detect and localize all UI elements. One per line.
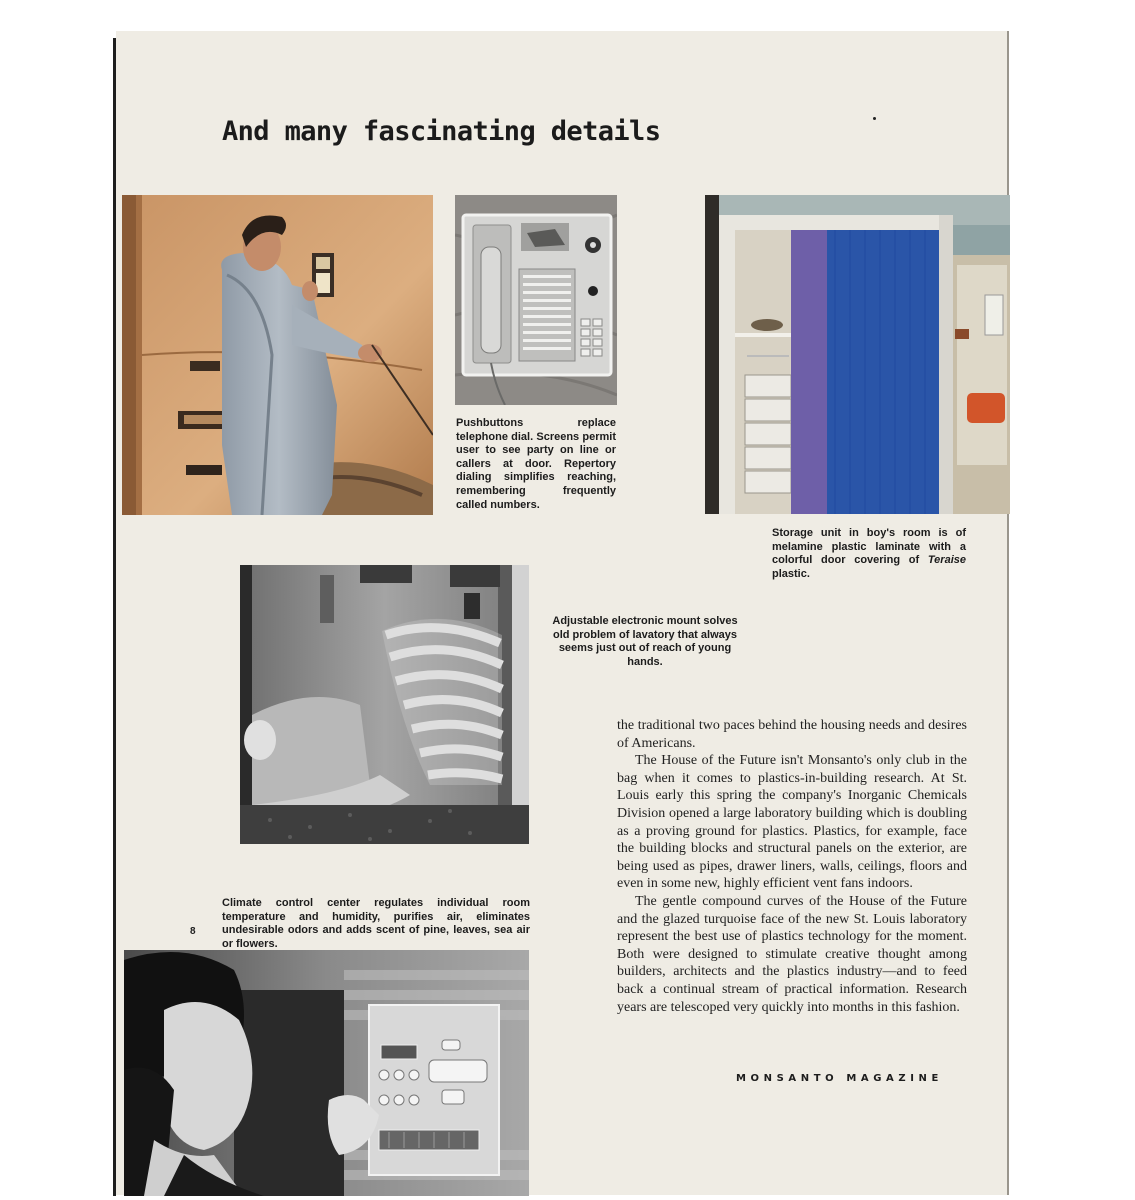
- caption-storage-text-a: Storage unit in boy's room is of melamine plastic laminate with a colorful door covering of: [772, 527, 966, 567]
- caption-storage-brand: Teraise: [927, 554, 966, 567]
- caption-storage: [772, 527, 966, 581]
- body-paragraph-2: The House of the Future isn't Monsanto's only club in the bag when it comes to plastics-in-building research. At St. Louis early this spring the company's Inorganic Chemicals Division opened a large laboratory building which is doubling as a proving ground for plastics. Plastics, for example, face the building blocks and structural panels on the exterior, are being used as pipes, drawer liners, walls, ceilings, floors and even in some new, highly efficient vent fans indoors.: [617, 753, 967, 892]
- caption-lavatory: Adjustable electronic mount solves old problem of lavatory that always seems just out of reach of young hands.: [552, 615, 738, 668]
- print-speck: [873, 117, 876, 120]
- article-body: [617, 717, 967, 1016]
- page-heading: And many fascinating details: [222, 116, 661, 147]
- photo-climate-control: [124, 950, 529, 1196]
- caption-storage-text-b: plastic.: [772, 567, 810, 580]
- photo-intercom: [455, 195, 617, 405]
- page-number: 8: [190, 926, 196, 937]
- caption-telephone: Pushbuttons replace telephone dial. Screens permit user to see party on line or callers at door. Repertory dialing simplifies reaching, remembering frequently called numbers.: [456, 417, 616, 511]
- photo-man-in-robe: [122, 195, 433, 515]
- magazine-footer: MONSANTO MAGAZINE: [736, 1073, 943, 1084]
- body-paragraph-1: the traditional two paces behind the housing needs and desires of Americans.: [617, 718, 967, 751]
- caption-climate-control: Climate control center regulates individual room temperature and humidity, purifies air, eliminates undesirable odors and adds scent of pine, leaves, sea air or flowers.: [222, 897, 530, 950]
- body-paragraph-3: The gentle compound curves of the House of the Future and the glazed turquoise face of the new St. Louis laboratory represent the best use of plastics technology for the moment. Both were designed to stimulate creative thought among builders, architects and the plastics industry—and to feed back a continual stream of practical information. Research years are telescoped very quickly into months in this fashion.: [617, 893, 967, 1015]
- photo-storage-unit: [705, 195, 1010, 514]
- photo-lavatory: [240, 565, 529, 844]
